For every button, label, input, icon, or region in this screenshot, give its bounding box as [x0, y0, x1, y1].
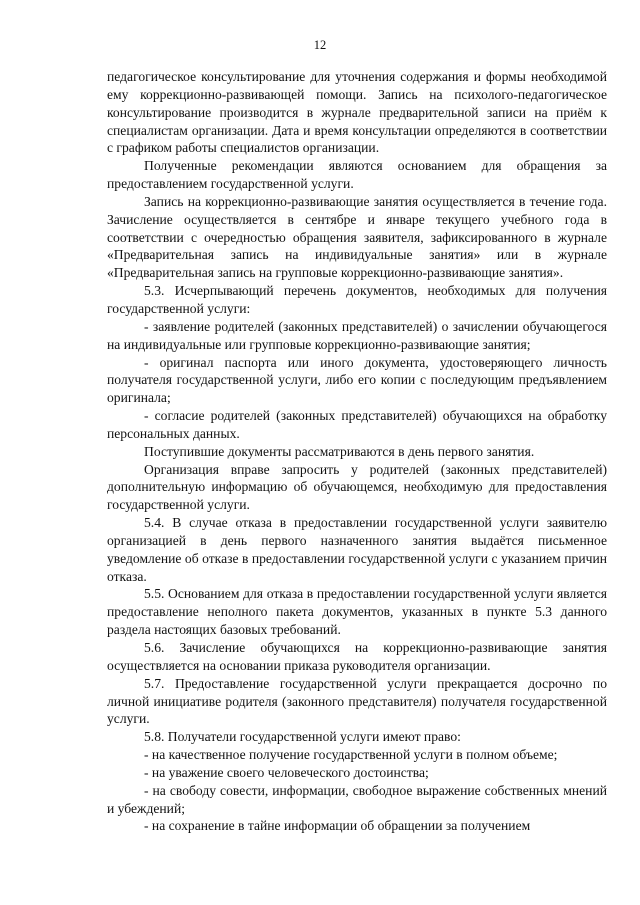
list-item: - заявление родителей (законных представителей) о зачислении обучающегося на индивидуальные или групповые коррекционно-развивающие занятия; [107, 318, 607, 352]
list-item: - на качественное получение государственной услуги в полном объеме; [144, 747, 558, 763]
paragraph-5-6: 5.6. Зачисление обучающихся на коррекционно-развивающие занятия осуществляется на основании приказа руководителя организации. [107, 640, 607, 673]
page-number: 12 [313, 38, 327, 52]
document-body [107, 68, 607, 835]
paragraph: педагогическое консультирование для уточнения содержания и формы необходимой ему коррекционно-развивающей помощи. Запись на психолого-педагогическое консультирование производится в журнале предварительной записи на приём к специалистам организации. Дата и время консультации определяются в соответствии с графиком работы специалистов организации. [107, 69, 607, 156]
list-item: - на свободу совести, информации, свободное выражение собственных мнений и убеждений; [107, 782, 607, 816]
list-item: - согласие родителей (законных представителей) обучающихся на обработку персональных данных. [107, 408, 607, 441]
list-item: - на уважение своего человеческого достоинства; [144, 764, 429, 780]
paragraph-5-5: 5.5. Основанием для отказа в предоставлении государственной услуги является предоставление неполного пакета документов, указанных в пункте 5.3 данного раздела настоящих базовых требований. [107, 586, 607, 638]
paragraph-5-8: 5.8. Получатели государственной услуги имеют право: [144, 729, 461, 745]
paragraph: Полученные рекомендации являются основанием для обращения за предоставлением государственной услуги. [107, 158, 607, 192]
paragraph: Организация вправе запросить у родителей (законных представителей) дополнительную информацию об обучающемся, необходимую для предоставления государственной услуги. [107, 461, 607, 513]
paragraph-5-7: 5.7. Предоставление государственной услуги прекращается досрочно по личной инициативе родителя (законного представителя) получателя государственной услуги. [107, 675, 607, 727]
section-heading-5-3: 5.3. Исчерпывающий перечень документов, необходимых для получения государственной услуги: [107, 283, 607, 316]
list-item: - на сохранение в тайне информации об обращении за получением [144, 818, 531, 834]
paragraph: Запись на коррекционно-развивающие занятия осуществляется в течение года. Зачисление осуществляется в сентябре и январе текущего учебного года в соответствии с очередностью обращения заявителя, зафиксированного в журнале «Предварительная запись на индивидуальные занятия» или в журнале «Предварительная запись на групповые коррекционно-развивающие занятия». [107, 193, 607, 281]
paragraph-5-4: 5.4. В случае отказа в предоставлении государственной услуги заявителю организацией в день первого назначенного занятия выдаётся письменное уведомление об отказе в предоставлении государственной услуги с указанием причин отказа. [107, 515, 607, 584]
list-item: - оригинал паспорта или иного документа, удостоверяющего личность получателя государственной услуги, либо его копии с последующим предъявлением оригинала; [107, 354, 607, 406]
paragraph: Поступившие документы рассматриваются в день первого занятия. [144, 443, 535, 459]
